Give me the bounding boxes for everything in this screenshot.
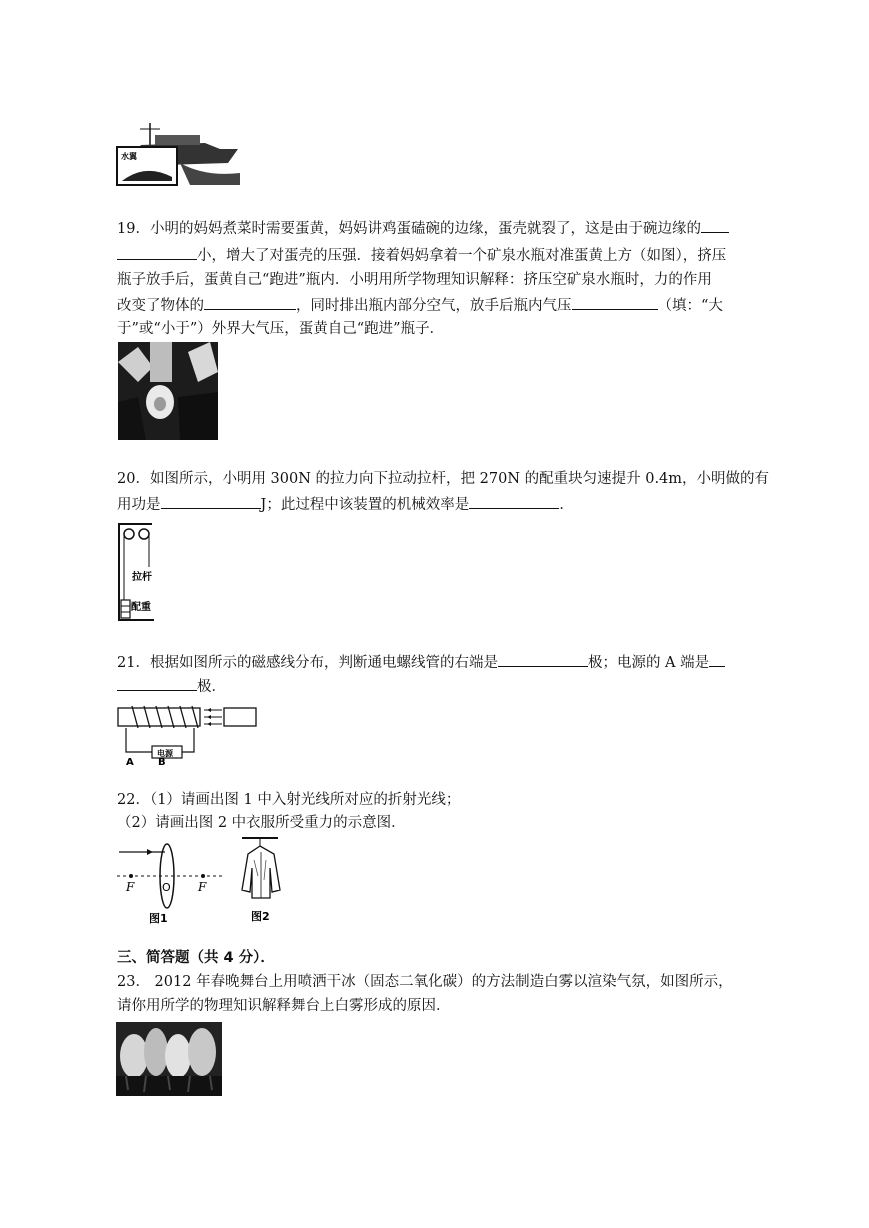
fig2-caption: 图2: [251, 910, 270, 923]
lever-label: 拉杆: [132, 572, 152, 583]
lens-center: O: [162, 881, 171, 894]
lens-focus-left: F: [126, 880, 135, 894]
q19-blank1-cont[interactable]: [117, 245, 197, 260]
q21-blank2-cont[interactable]: [117, 676, 197, 691]
weight-label: 配重: [131, 602, 151, 613]
hydrofoil-ship-figure: [110, 115, 250, 190]
lens-focus-right: F: [198, 880, 207, 894]
q19-line2: 小，增大了对蛋壳的压强．接着妈妈拿着一个矿泉水瓶对准蛋黄上方（如图），挤压: [117, 245, 726, 266]
q19-blank2[interactable]: [204, 295, 296, 310]
stage-fog-photo: [116, 1022, 222, 1096]
q19-line5: 于”或“小于”）外界大气压，蛋黄自己“跑进”瓶子．: [117, 321, 445, 337]
q21-line2: 极．: [117, 676, 226, 697]
q21-line1: 21．根据如图所示的磁感线分布，判断通电螺线管的右端是 极；电源的 A 端是: [117, 652, 725, 673]
q23-line1: 23． 2012 年春晚舞台上用喷洒干冰（固态二氧化碳）的方法制造白雾以渲染气氛，如图所示，: [117, 974, 733, 990]
q23-line2: 请你用所学的物理知识解释舞台上白雾形成的原因．: [117, 998, 451, 1014]
solenoid-figure: [112, 702, 257, 767]
fig1-caption: 图1: [149, 912, 168, 925]
q22-line2: （2）请画出图 2 中衣服所受重力的示意图．: [117, 815, 406, 831]
q19-line4: 改变了物体的 ，同时排出瓶内部分空气，放手后瓶内气压 （填：“大: [117, 295, 723, 316]
q19-blank3[interactable]: [572, 295, 658, 310]
clothes-figure-2: [238, 836, 298, 926]
q20-blank2[interactable]: [469, 494, 559, 509]
section3-title: 三、简答题（共 4 分）．: [117, 950, 275, 966]
q20-line2: 用功是 J；此过程中该装置的机械效率是 ．: [117, 494, 574, 515]
ship-label: 水翼: [121, 152, 137, 161]
q19-line1: 19．小明的妈妈煮菜时需要蛋黄，妈妈讲鸡蛋磕碗的边缘，蛋壳就裂了，这是由于碗边缘的: [117, 218, 729, 239]
q22-line1: 22．（1）请画出图 1 中入射光线所对应的折射光线；: [117, 792, 461, 808]
terminal-a: A: [126, 757, 134, 767]
q20-line1: 20．如图所示，小明用 300N 的拉力向下拉动拉杆，把 270N 的配重块匀速提升 0.4m，小明做的有: [117, 471, 770, 487]
power-label: 电源: [157, 749, 173, 758]
terminal-b: B: [158, 757, 166, 767]
q19-blank1[interactable]: [701, 218, 729, 233]
pulley-machine-figure: [116, 522, 156, 622]
q19-line3: 瓶子放手后，蛋黄自己“跑进”瓶内．小明用所学物理知识解释：挤压空矿泉水瓶时，力的作用: [117, 272, 712, 288]
q21-blank2[interactable]: [709, 652, 725, 667]
q20-blank1[interactable]: [161, 494, 261, 509]
egg-bottle-photo: [118, 342, 218, 440]
lens-figure-1: [117, 838, 227, 926]
q21-blank1[interactable]: [498, 652, 588, 667]
